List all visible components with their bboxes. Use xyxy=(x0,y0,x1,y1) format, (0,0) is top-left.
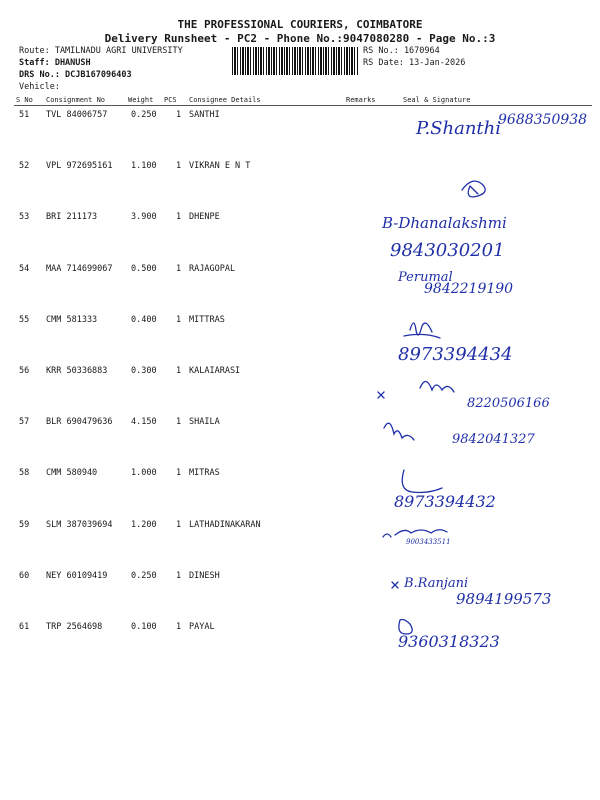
row-pcs: 1 xyxy=(176,263,182,274)
signature-scribble-58 xyxy=(402,470,442,493)
handwritten-phone-55: 8973394434 xyxy=(398,344,513,365)
row-consignee: RAJAGOPAL xyxy=(189,263,236,274)
row-consignment-no: CMM 581333 xyxy=(46,314,98,325)
row-weight: 1.200 xyxy=(131,519,157,530)
rs-number: RS No.: 1670964 xyxy=(363,46,440,56)
row-consignee: DHENPE xyxy=(189,212,220,223)
row-sno: 55 xyxy=(19,314,30,325)
row-weight: 3.900 xyxy=(131,212,157,223)
col-header-consignee: Consignee Details xyxy=(189,96,261,104)
row-consignment-no: CMM 580940 xyxy=(46,468,98,479)
row-consignment-no: TRP 2564698 xyxy=(46,622,103,632)
handwritten-name-60: B.Ranjani xyxy=(404,576,469,591)
row-weight: 1.000 xyxy=(131,468,157,479)
route-label: Route: TAMILNADU AGRI UNIVERSITY xyxy=(19,46,183,56)
drs-label: DRS No.: DCJB167096403 xyxy=(19,70,132,80)
signature-scribble-56 xyxy=(378,381,454,398)
signature-scribble-52 xyxy=(462,181,485,197)
vehicle-label: Vehicle: xyxy=(19,82,60,92)
row-consignee: SHAILA xyxy=(189,417,220,428)
row-sno: 57 xyxy=(19,417,30,428)
signature-scribble-55 xyxy=(404,323,440,338)
signature-scribble-59 xyxy=(383,530,447,537)
row-consignment-no: TVL 84006757 xyxy=(46,110,108,120)
handwritten-phone-60: 9894199573 xyxy=(456,590,552,608)
row-weight: 0.250 xyxy=(131,570,157,581)
staff-label: Staff: DHANUSH xyxy=(19,58,91,68)
runsheet-subtitle: Delivery Runsheet - PC2 - Phone No.:9047080280 - Page No.:3 xyxy=(104,32,496,45)
row-pcs: 1 xyxy=(176,417,182,428)
handwritten-phone-59: 9003433511 xyxy=(406,538,451,546)
row-sno: 56 xyxy=(19,366,30,376)
row-weight: 0.400 xyxy=(131,314,157,325)
row-consignee: MITRAS xyxy=(189,468,220,479)
row-sno: 51 xyxy=(19,110,30,120)
signature-scribble-57 xyxy=(384,423,414,440)
row-consignment-no: KRR 50336883 xyxy=(46,366,108,376)
row-consignee: VIKRAN E N T xyxy=(189,161,251,172)
row-consignee: LATHADINAKARAN xyxy=(189,519,261,530)
handwritten-phone-56: 8220506166 xyxy=(467,396,550,411)
row-sno: 54 xyxy=(19,263,30,274)
row-weight: 0.300 xyxy=(131,366,157,376)
handwritten-phone-61: 9360318323 xyxy=(398,632,500,651)
row-pcs: 1 xyxy=(176,314,182,325)
handwritten-name-54: Perumal xyxy=(398,270,453,285)
row-consignee: MITTRAS xyxy=(189,314,225,325)
handwritten-phone-57: 9842041327 xyxy=(452,432,535,447)
row-pcs: 1 xyxy=(176,212,182,223)
row-consignment-no: BLR 690479636 xyxy=(46,417,113,428)
row-sno: 52 xyxy=(19,161,30,172)
col-header-weight: Weight xyxy=(128,96,154,104)
row-pcs: 1 xyxy=(176,161,182,172)
row-consignment-no: VPL 972695161 xyxy=(46,161,113,172)
row-weight: 0.500 xyxy=(131,263,157,274)
row-consignee: DINESH xyxy=(189,570,220,581)
row-weight: 0.250 xyxy=(131,110,157,120)
row-consignment-no: MAA 714699067 xyxy=(46,263,113,274)
signature-scribble-60 xyxy=(392,582,398,588)
col-header-consignment: Consignment No xyxy=(46,96,106,104)
row-consignee: KALAIARASI xyxy=(189,366,241,376)
row-consignment-no: SLM 387039694 xyxy=(46,519,113,530)
row-sno: 60 xyxy=(19,570,30,581)
row-sno: 59 xyxy=(19,519,30,530)
col-header-pcs: PCS xyxy=(164,96,177,104)
col-header-sno: S No xyxy=(16,96,33,104)
row-weight: 4.150 xyxy=(131,417,157,428)
company-title: THE PROFESSIONAL COURIERS, COIMBATORE xyxy=(177,18,423,31)
row-sno: 61 xyxy=(19,622,30,632)
handwritten-name-51: P.Shanthi xyxy=(416,118,502,139)
row-consignee: PAYAL xyxy=(189,622,215,632)
col-header-seal: Seal & Signature xyxy=(403,96,471,104)
handwritten-name-53: B-Dhanalakshmi xyxy=(382,214,507,232)
row-consignee: SANTHI xyxy=(189,110,220,120)
row-weight: 0.100 xyxy=(131,622,157,632)
row-pcs: 1 xyxy=(176,468,182,479)
row-pcs: 1 xyxy=(176,519,182,530)
handwritten-phone-54: 9842219190 xyxy=(424,281,514,297)
row-pcs: 1 xyxy=(176,570,182,581)
handwritten-phone-53: 9843030201 xyxy=(390,240,505,261)
row-sno: 53 xyxy=(19,212,30,223)
col-header-remarks: Remarks xyxy=(346,96,376,104)
row-weight: 1.100 xyxy=(131,161,157,172)
rs-date: RS Date: 13-Jan-2026 xyxy=(363,58,466,68)
row-pcs: 1 xyxy=(176,366,182,376)
row-sno: 58 xyxy=(19,468,30,479)
row-consignment-no: NEY 60109419 xyxy=(46,570,108,581)
row-pcs: 1 xyxy=(176,110,182,120)
row-consignment-no: BRI 211173 xyxy=(46,212,98,223)
handwritten-phone-51: 9688350938 xyxy=(498,112,588,128)
handwritten-phone-58: 8973394432 xyxy=(394,492,496,511)
row-pcs: 1 xyxy=(176,622,182,632)
